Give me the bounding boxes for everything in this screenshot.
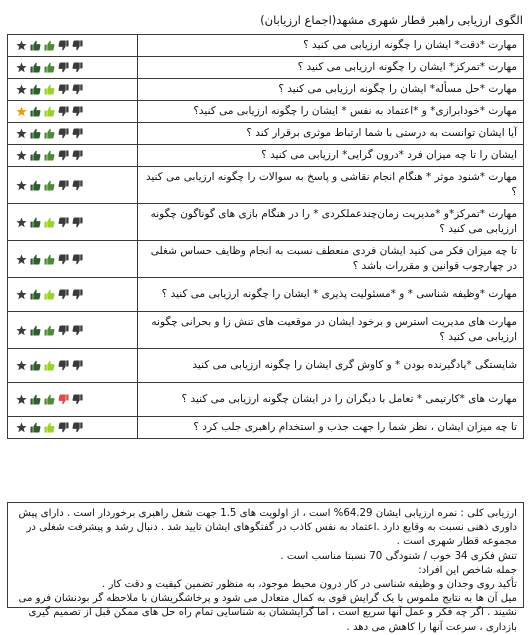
- question-cell: تا چه میزان ایشان ، نظر شما را جهت جذب و استخدام راهبری جلب کرد ؟: [138, 417, 524, 439]
- thumb-down-icon: [58, 84, 69, 95]
- thumb-down-icon: [72, 360, 83, 371]
- thumb-down-icon: [58, 422, 69, 433]
- thumb-up-icon: [44, 217, 55, 228]
- thumb-up-icon: [30, 360, 41, 371]
- thumb-up-icon: [44, 422, 55, 433]
- question-cell: تا چه میزان فکر می کنید ایشان فردی منعطف نسبت به انجام وظایف حساس شغلی در چهارچوب قوانین و مقررات باشد ؟: [138, 241, 524, 278]
- thumb-down-icon: [58, 180, 69, 191]
- question-cell: مهارت *خودابرازی* و *اعتماد به نفس * ایشان را چگونه ارزیابی می کنید؟: [138, 101, 524, 123]
- evaluation-row: [8, 383, 524, 417]
- thumb-up-icon: [30, 150, 41, 161]
- rating-icons: [14, 62, 131, 73]
- thumb-down-icon: [58, 150, 69, 161]
- evaluation-row: [8, 241, 524, 278]
- thumb-down-icon: [58, 325, 69, 336]
- summary-heading: جمله شاخص این افراد:: [418, 564, 517, 576]
- thumb-up-icon: [44, 289, 55, 300]
- thumb-down-icon: [58, 289, 69, 300]
- evaluation-row: [8, 123, 524, 145]
- rating-icons: [14, 360, 131, 371]
- evaluation-row: [8, 204, 524, 241]
- thumb-down-icon: [72, 422, 83, 433]
- star-icon: [16, 40, 27, 51]
- summary-box: [7, 502, 524, 633]
- thumb-down-icon: [58, 128, 69, 139]
- evaluation-row: [8, 278, 524, 312]
- thumb-up-icon: [30, 422, 41, 433]
- rating-cell: [8, 417, 138, 439]
- evaluation-row: [8, 35, 524, 57]
- evaluation-row: [8, 349, 524, 383]
- rating-cell: [8, 101, 138, 123]
- thumb-down-icon: [72, 325, 83, 336]
- question-cell: ایشان را تا چه میزان فرد *درون گرایی* ارزیابی می کنید ؟: [138, 145, 524, 167]
- thumb-down-icon: [72, 254, 83, 265]
- rating-icons: [14, 150, 131, 161]
- question-cell: مهارت های *کارتیمی * تعامل با دیگران را در ایشان چگونه ارزیابی می کنید ؟: [138, 383, 524, 417]
- summary-overall: ارزیابی کلی : نمره ارزیابی ایشان 64.29% است ، از اولویت های 1.5 جهت شغل راهبری برخوردار است . دارای پیش داوری ذهنی نسبت به وقایع دارد .اعتماد به نفس کاذب در گفتگوهای ایشان تایید شد . دنبال رشد و پیشرفت شغلی در مجموعه قطار شهری است .: [18, 508, 517, 548]
- rating-cell: [8, 123, 138, 145]
- star-icon: [16, 180, 27, 191]
- thumb-down-icon: [72, 84, 83, 95]
- thumb-up-icon: [30, 128, 41, 139]
- thumb-down-icon: [72, 217, 83, 228]
- rating-icons: [14, 106, 131, 117]
- thumb-down-icon: [58, 106, 69, 117]
- thumb-down-icon: [72, 289, 83, 300]
- thumb-up-icon: [44, 62, 55, 73]
- thumb-up-icon: [44, 106, 55, 117]
- evaluation-row: [8, 79, 524, 101]
- thumb-down-icon: [58, 62, 69, 73]
- thumb-up-icon: [44, 84, 55, 95]
- evaluation-row: [8, 417, 524, 439]
- star-icon: [16, 62, 27, 73]
- rating-cell: [8, 312, 138, 349]
- summary-line-2: میل آن ها به نتایج ملموس با یک گرایش قوی به کمال متعادل می شود و پرخاشگریشان با ملاحظه گر بودنشان فرو می نشیند . اگر چه فکر و عمل آنها سریع است ، اما گرایششان به شناسایی تمام راه حل های ممکن قبل از تصمیم گیری بازداری ، سرعت آنها را کاهش می دهد .: [18, 593, 517, 633]
- thumb-up-icon: [30, 254, 41, 265]
- thumb-down-icon: [72, 40, 83, 51]
- question-cell: مهارت *تمرکز* ایشان را چگونه ارزیابی می کنید ؟: [138, 57, 524, 79]
- star-icon: [16, 394, 27, 405]
- rating-cell: [8, 57, 138, 79]
- thumb-up-icon: [44, 40, 55, 51]
- rating-icons: [14, 84, 131, 95]
- rating-icons: [14, 394, 131, 405]
- evaluation-row: [8, 312, 524, 349]
- thumb-down-icon: [58, 217, 69, 228]
- thumb-up-icon: [44, 360, 55, 371]
- thumb-up-icon: [44, 150, 55, 161]
- star-icon: [16, 254, 27, 265]
- thumb-down-icon: [72, 180, 83, 191]
- thumb-up-icon: [30, 62, 41, 73]
- rating-icons: [14, 422, 131, 433]
- rating-cell: [8, 204, 138, 241]
- rating-cell: [8, 79, 138, 101]
- star-icon: [16, 289, 27, 300]
- star-icon: [16, 360, 27, 371]
- thumb-up-icon: [30, 180, 41, 191]
- star-icon: [16, 422, 27, 433]
- summary-scores: تنش فکری 34 خوب / شنودگی 70 نسبتا مناسب است .: [280, 550, 517, 562]
- thumb-down-icon: [58, 254, 69, 265]
- thumb-up-icon: [44, 394, 55, 405]
- thumb-down-icon: [72, 128, 83, 139]
- star-icon: [16, 128, 27, 139]
- thumb-up-icon: [30, 106, 41, 117]
- question-cell: مهارت *شنود موثر * هنگام انجام نقاشی و پاسخ به سوالات را چگونه ارزیابی می کنید ؟: [138, 167, 524, 204]
- rating-cell: [8, 167, 138, 204]
- rating-icons: [14, 325, 131, 336]
- thumb-down-icon: [72, 394, 83, 405]
- evaluation-row: [8, 101, 524, 123]
- thumb-up-icon: [30, 394, 41, 405]
- thumb-up-icon: [30, 40, 41, 51]
- evaluation-rows: [8, 35, 524, 439]
- thumb-up-icon: [30, 289, 41, 300]
- evaluation-row: [8, 57, 524, 79]
- evaluation-row: [8, 167, 524, 204]
- thumb-up-icon: [44, 254, 55, 265]
- question-cell: آیا ایشان توانست به درستی با شما ارتباط موثری برقرار کند ؟: [138, 123, 524, 145]
- rating-icons: [14, 217, 131, 228]
- thumb-up-icon: [44, 180, 55, 191]
- thumb-up-icon: [44, 325, 55, 336]
- star-icon: [16, 106, 27, 117]
- rating-cell: [8, 35, 138, 57]
- thumb-up-icon: [44, 128, 55, 139]
- thumb-up-icon: [30, 84, 41, 95]
- question-cell: مهارت *تمرکز*و *مدیریت زمان‌چندعملکردی * را در هنگام بازی های گوناگون چگونه ارزیابی می کنید ؟: [138, 204, 524, 241]
- evaluation-row: [8, 145, 524, 167]
- rating-cell: [8, 349, 138, 383]
- star-icon: [16, 150, 27, 161]
- question-cell: مهارت های مدیریت استرس و برخود ایشان در موقعیت های تنش زا و بحرانی چگونه ارزیابی می کنید ؟: [138, 312, 524, 349]
- rating-cell: [8, 145, 138, 167]
- rating-icons: [14, 289, 131, 300]
- question-cell: مهارت *وظیفه شناسی * و *مسئولیت پذیری * ایشان را چگونه ارزیابی می کنید ؟: [138, 278, 524, 312]
- thumb-down-icon: [72, 62, 83, 73]
- thumb-down-icon: [58, 394, 69, 405]
- thumb-down-icon: [58, 40, 69, 51]
- thumb-up-icon: [30, 325, 41, 336]
- thumb-down-icon: [72, 106, 83, 117]
- thumb-up-icon: [30, 217, 41, 228]
- question-cell: شایستگی *یادگیرنده بودن * و کاوش گری ایشان را چگونه ارزیابی می کنید: [138, 349, 524, 383]
- evaluation-table: [7, 34, 524, 439]
- page-title: الگوی ارزیابی راهبر قطار شهری مشهد(اجماع ارزیابان): [260, 13, 523, 27]
- question-cell: مهارت *حل مسأله* ایشان را چگونه ارزیابی می کنید ؟: [138, 79, 524, 101]
- rating-icons: [14, 40, 131, 51]
- star-icon: [16, 325, 27, 336]
- star-icon: [16, 84, 27, 95]
- rating-cell: [8, 383, 138, 417]
- question-cell: مهارت *دقت* ایشان را چگونه ارزیابی می کنید ؟: [138, 35, 524, 57]
- rating-icons: [14, 128, 131, 139]
- thumb-down-icon: [58, 360, 69, 371]
- rating-icons: [14, 254, 131, 265]
- rating-cell: [8, 278, 138, 312]
- star-icon: [16, 217, 27, 228]
- summary-line-1: تأکید روی وجدان و وظیفه شناسی در کار درون محیط موجود، به منظور تضمین کیفیت و دقت کار .: [102, 579, 517, 591]
- rating-cell: [8, 241, 138, 278]
- rating-icons: [14, 180, 131, 191]
- thumb-down-icon: [72, 150, 83, 161]
